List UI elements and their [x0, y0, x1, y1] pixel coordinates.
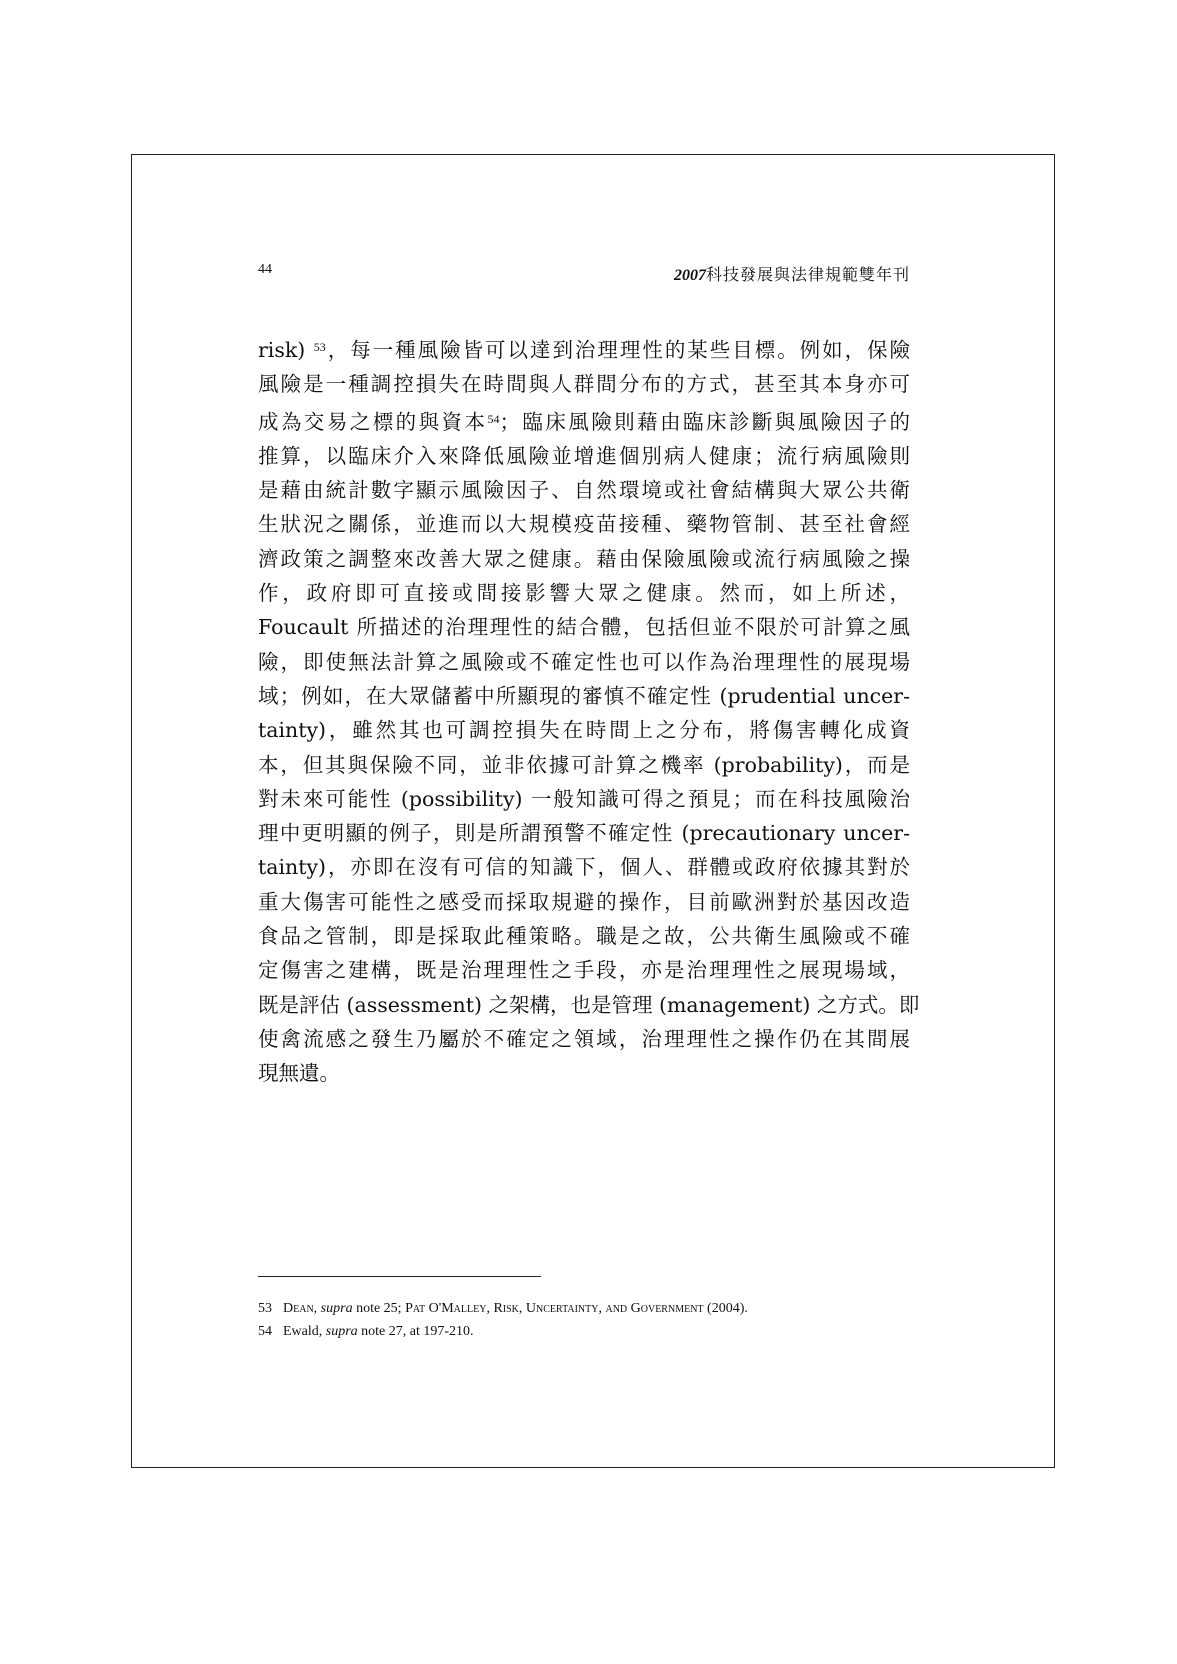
body-text-segment: 現無遺。: [258, 1061, 340, 1086]
body-text-segment: 對未來可能性 (possibility) 一般知識可得之預見；而在科技風險治: [258, 786, 910, 811]
body-line: [258, 610, 910, 644]
body-line: [258, 1022, 910, 1056]
body-text: [258, 330, 920, 1091]
body-line: [258, 782, 910, 816]
body-text-segment: 定傷害之建構，既是治理理性之手段，亦是治理理性之展現場域，: [258, 958, 910, 983]
body-text-segment: 重大傷害可能性之感受而採取規避的操作，目前歐洲對於基因改造: [258, 889, 910, 914]
body-text-segment: Foucault 所描述的治理理性的結合體，包括但並不限於可計算之風: [258, 615, 910, 640]
body-line: [258, 919, 910, 953]
body-line: [258, 816, 910, 850]
body-text-segment: 域；例如，在大眾儲蓄中所顯現的審慎不確定性 (prudential uncer-: [258, 683, 910, 708]
body-text-segment: 濟政策之調整來改善大眾之健康。藉由保險風險或流行病風險之操: [258, 546, 910, 571]
footnote-text-segment: supra: [325, 1324, 358, 1339]
footnote-text-segment: ,: [313, 1301, 321, 1316]
body-text-segment: 食品之管制，即是採取此種策略。職是之故，公共衛生風險或不確: [258, 924, 910, 949]
running-header: [258, 262, 910, 284]
body-line: [258, 402, 910, 439]
body-text-segment: 險，即使無法計算之風險或不確定性也可以作為治理理性的展現場: [258, 649, 910, 674]
body-text-segment: tainty)，雖然其也可調控損失在時間上之分布，將傷害轉化成資: [258, 718, 910, 743]
body-text-segment: ，每一種風險皆可以達到治理理性的某些目標。例如，保險: [325, 338, 911, 362]
body-text-segment: 既是評估 (assessment) 之架構，也是管理 (management) 之方式。即: [258, 992, 920, 1017]
journal-title: [674, 262, 910, 285]
body-line: [258, 885, 910, 919]
body-text-segment: ；臨床風險則藉由臨床診斷與風險因子的: [499, 409, 911, 434]
body-line: [258, 850, 910, 884]
journal-year: 2007: [673, 267, 706, 284]
journal-name: 科技發展與法律規範雙年刊: [705, 265, 910, 284]
footnote-text-segment: (2004).: [703, 1301, 748, 1316]
page-number: 44: [258, 262, 272, 277]
footnote: [258, 1297, 918, 1320]
footnote-text-segment: supra: [320, 1301, 353, 1316]
footnote-number: 54: [258, 1324, 272, 1339]
footnote-text-segment: Pat O'Malley: [405, 1301, 487, 1316]
footnote-text-segment: ,: [486, 1301, 494, 1316]
body-line: [258, 507, 910, 541]
body-line: [258, 473, 910, 507]
footnote-text-segment: note 27, at 197-210.: [357, 1324, 474, 1339]
footnote-text-segment: Ewald,: [283, 1324, 326, 1339]
body-text-segment: risk): [258, 338, 314, 362]
body-text-segment: 風險是一種調控損失在時間與人群間分布的方式，甚至其本身亦可: [258, 372, 910, 397]
footnote-text-segment: Risk, Uncertainty, and Government: [493, 1301, 704, 1316]
body-text-segment: 使禽流感之發生乃屬於不確定之領域，治理理性之操作仍在其間展: [258, 1026, 910, 1051]
footnote-reference: 54: [487, 411, 500, 426]
body-line: [258, 713, 910, 747]
body-line: [258, 748, 910, 782]
body-line: [258, 988, 920, 1022]
body-text-segment: 是藉由統計數字顯示風險因子、自然環境或社會結構與大眾公共衛: [258, 478, 910, 503]
body-line: [258, 679, 910, 713]
footnote-reference: 53: [313, 340, 326, 354]
body-text-segment: 推算，以臨床介入來降低風險並增進個別病人健康；流行病風險則: [258, 443, 910, 468]
footnote-number: 53: [258, 1301, 272, 1316]
body-line: [258, 645, 910, 679]
body-line: [258, 439, 910, 473]
body-text-segment: tainty)，亦即在沒有可信的知識下，個人、群體或政府依據其對於: [258, 855, 910, 880]
footnote-text-segment: note 25;: [352, 1301, 406, 1316]
body-line: [258, 953, 910, 987]
body-text-segment: 本，但其與保險不同，並非依據可計算之機率 (probability)，而是: [258, 752, 910, 777]
body-text-segment: 理中更明顯的例子，則是所謂預警不確定性 (precautionary uncer-: [258, 821, 910, 846]
body-line: [258, 1056, 910, 1090]
body-text-segment: 成為交易之標的與資本: [258, 409, 488, 434]
body-text-segment: 作，政府即可直接或間接影響大眾之健康。然而，如上所述，: [258, 581, 910, 606]
footnote: [258, 1320, 918, 1343]
footnote-divider: [258, 1276, 541, 1277]
footnote-text-segment: Dean: [283, 1301, 314, 1316]
body-line: [258, 330, 910, 367]
body-line: [258, 542, 910, 576]
body-line: [258, 367, 910, 401]
body-line: [258, 576, 910, 610]
body-text-segment: 生狀況之關係，並進而以大規模疫苗接種、藥物管制、甚至社會經: [258, 512, 910, 537]
footnotes: [258, 1297, 918, 1343]
